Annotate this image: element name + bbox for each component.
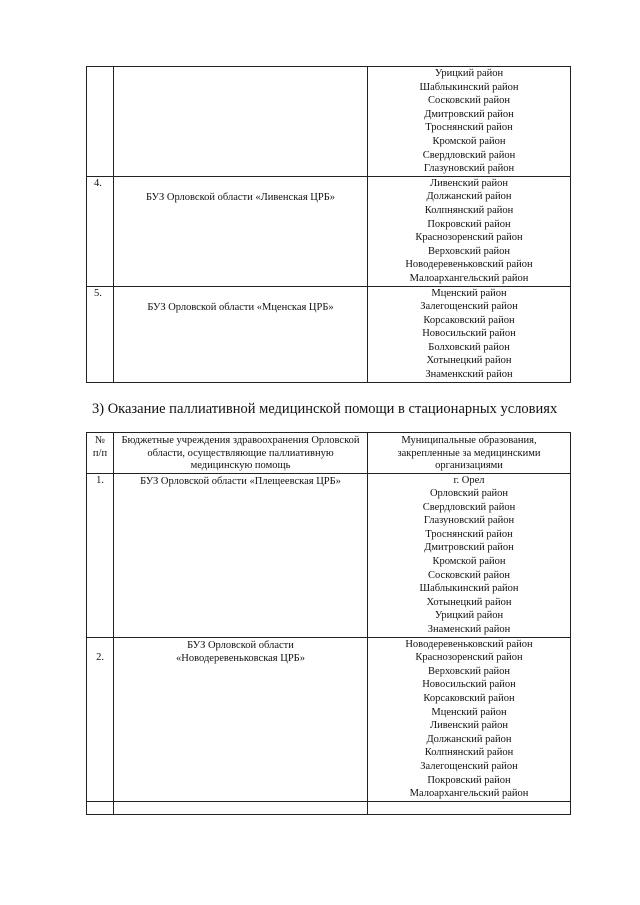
district-name: Шаблыкинский район — [419, 81, 519, 93]
district-name: Троснянский район — [425, 528, 513, 540]
district-name: Сосковский район — [428, 95, 510, 107]
row-number — [87, 67, 114, 177]
districts-cell — [368, 637, 571, 801]
district-name: Свердловский район — [422, 501, 516, 513]
section-heading: 3) Оказание паллиативной медицинской помощи в стационарных условиях — [92, 401, 558, 417]
organization-cell — [114, 67, 368, 177]
table-row — [87, 176, 571, 286]
header-organizations: Бюджетные учреждения здравоохранения Орловской области, осуществляющие паллиативную медицинскую помощь — [114, 433, 368, 474]
district-name: Сосковский район — [428, 569, 510, 581]
district-name: Глазуновский район — [423, 515, 515, 527]
row-number: 4. — [87, 176, 114, 286]
district-name: Болховский район — [428, 341, 510, 353]
table-row-empty — [87, 801, 571, 814]
district-name: Мценский район — [431, 706, 507, 718]
district-name: Корсаковский район — [423, 314, 515, 326]
district-name: Дмитровский район — [424, 108, 514, 120]
table-row — [87, 67, 571, 177]
district-name: Мценский район — [431, 287, 507, 299]
district-name: Новодеревеньковский район — [405, 638, 533, 650]
district-name: Должанский район — [426, 191, 512, 203]
organization-cell: БУЗ Орловской области «Плещеевская ЦРБ» — [114, 473, 368, 637]
district-name: Залегощенский район — [420, 301, 518, 313]
empty-cell — [114, 801, 368, 814]
header-districts: Муниципальные образования, закрепленные за медицинскими организациями — [368, 433, 571, 474]
table-header-row — [87, 433, 571, 474]
district-name: Верховский район — [428, 665, 510, 677]
district-name: Малоархангельский район — [409, 788, 529, 800]
district-name: Троснянский район — [425, 122, 513, 134]
empty-cell — [87, 801, 114, 814]
district-name: Хотынецкий район — [426, 355, 512, 367]
organization-cell: БУЗ Орловской области «Ливенская ЦРБ» — [114, 176, 368, 286]
row-number: 1. — [87, 473, 114, 637]
organization-cell: БУЗ Орловской области «Мценская ЦРБ» — [114, 286, 368, 382]
district-name: Орловский район — [429, 488, 509, 500]
district-name: г. Орел — [453, 474, 485, 486]
header-number: № п/п — [87, 433, 114, 474]
districts-cell — [368, 176, 571, 286]
district-name: Покровский район — [427, 774, 511, 786]
district-name: Кромской район — [432, 556, 506, 568]
district-name: Залегощенский район — [420, 760, 518, 772]
table-row — [87, 473, 571, 637]
district-name: Хотынецкий район — [426, 596, 512, 608]
row-number: 2. — [87, 637, 114, 801]
district-name: Малоархангельский район — [409, 272, 529, 284]
row-number: 5. — [87, 286, 114, 382]
district-name: Урицкий район — [434, 610, 504, 622]
district-name: Корсаковский район — [423, 693, 515, 704]
district-name: Колпнянский район — [424, 747, 514, 759]
district-name: Покровский район — [427, 218, 511, 230]
district-name: Верховский район — [428, 245, 510, 257]
district-name: Дмитровский район — [424, 542, 514, 554]
organization-cell: БУЗ Орловской области «Новодеревеньковская ЦРБ» — [114, 637, 368, 801]
district-name: Знаменский район — [427, 624, 511, 636]
district-name: Колпнянский район — [424, 204, 514, 216]
district-name: Урицкий район — [434, 68, 504, 79]
district-name: Ливенский район — [430, 177, 508, 189]
district-name: Должанский район — [426, 733, 512, 745]
table-row — [87, 637, 571, 801]
district-name: Свердловский район — [422, 149, 516, 161]
table-row — [87, 286, 571, 382]
districts-cell — [368, 473, 571, 637]
district-name: Новосильский район — [422, 679, 516, 691]
district-name: Глазуновский район — [423, 163, 515, 175]
district-name: Новодеревеньковский район — [405, 259, 533, 271]
district-name: Шаблыкинский район — [419, 583, 519, 595]
district-name: Ливенский район — [430, 720, 508, 732]
district-name: Кромской район — [432, 135, 506, 147]
district-name: Новосильский район — [422, 328, 516, 340]
districts-cell — [368, 286, 571, 382]
palliative-care-table — [86, 432, 571, 815]
districts-table-continued — [86, 66, 571, 383]
district-name: Краснозоренский район — [415, 652, 523, 664]
districts-cell — [368, 67, 571, 177]
empty-cell — [368, 801, 571, 814]
district-name: Краснозоренский район — [415, 232, 523, 244]
district-name: Знаменкский район — [425, 369, 513, 381]
